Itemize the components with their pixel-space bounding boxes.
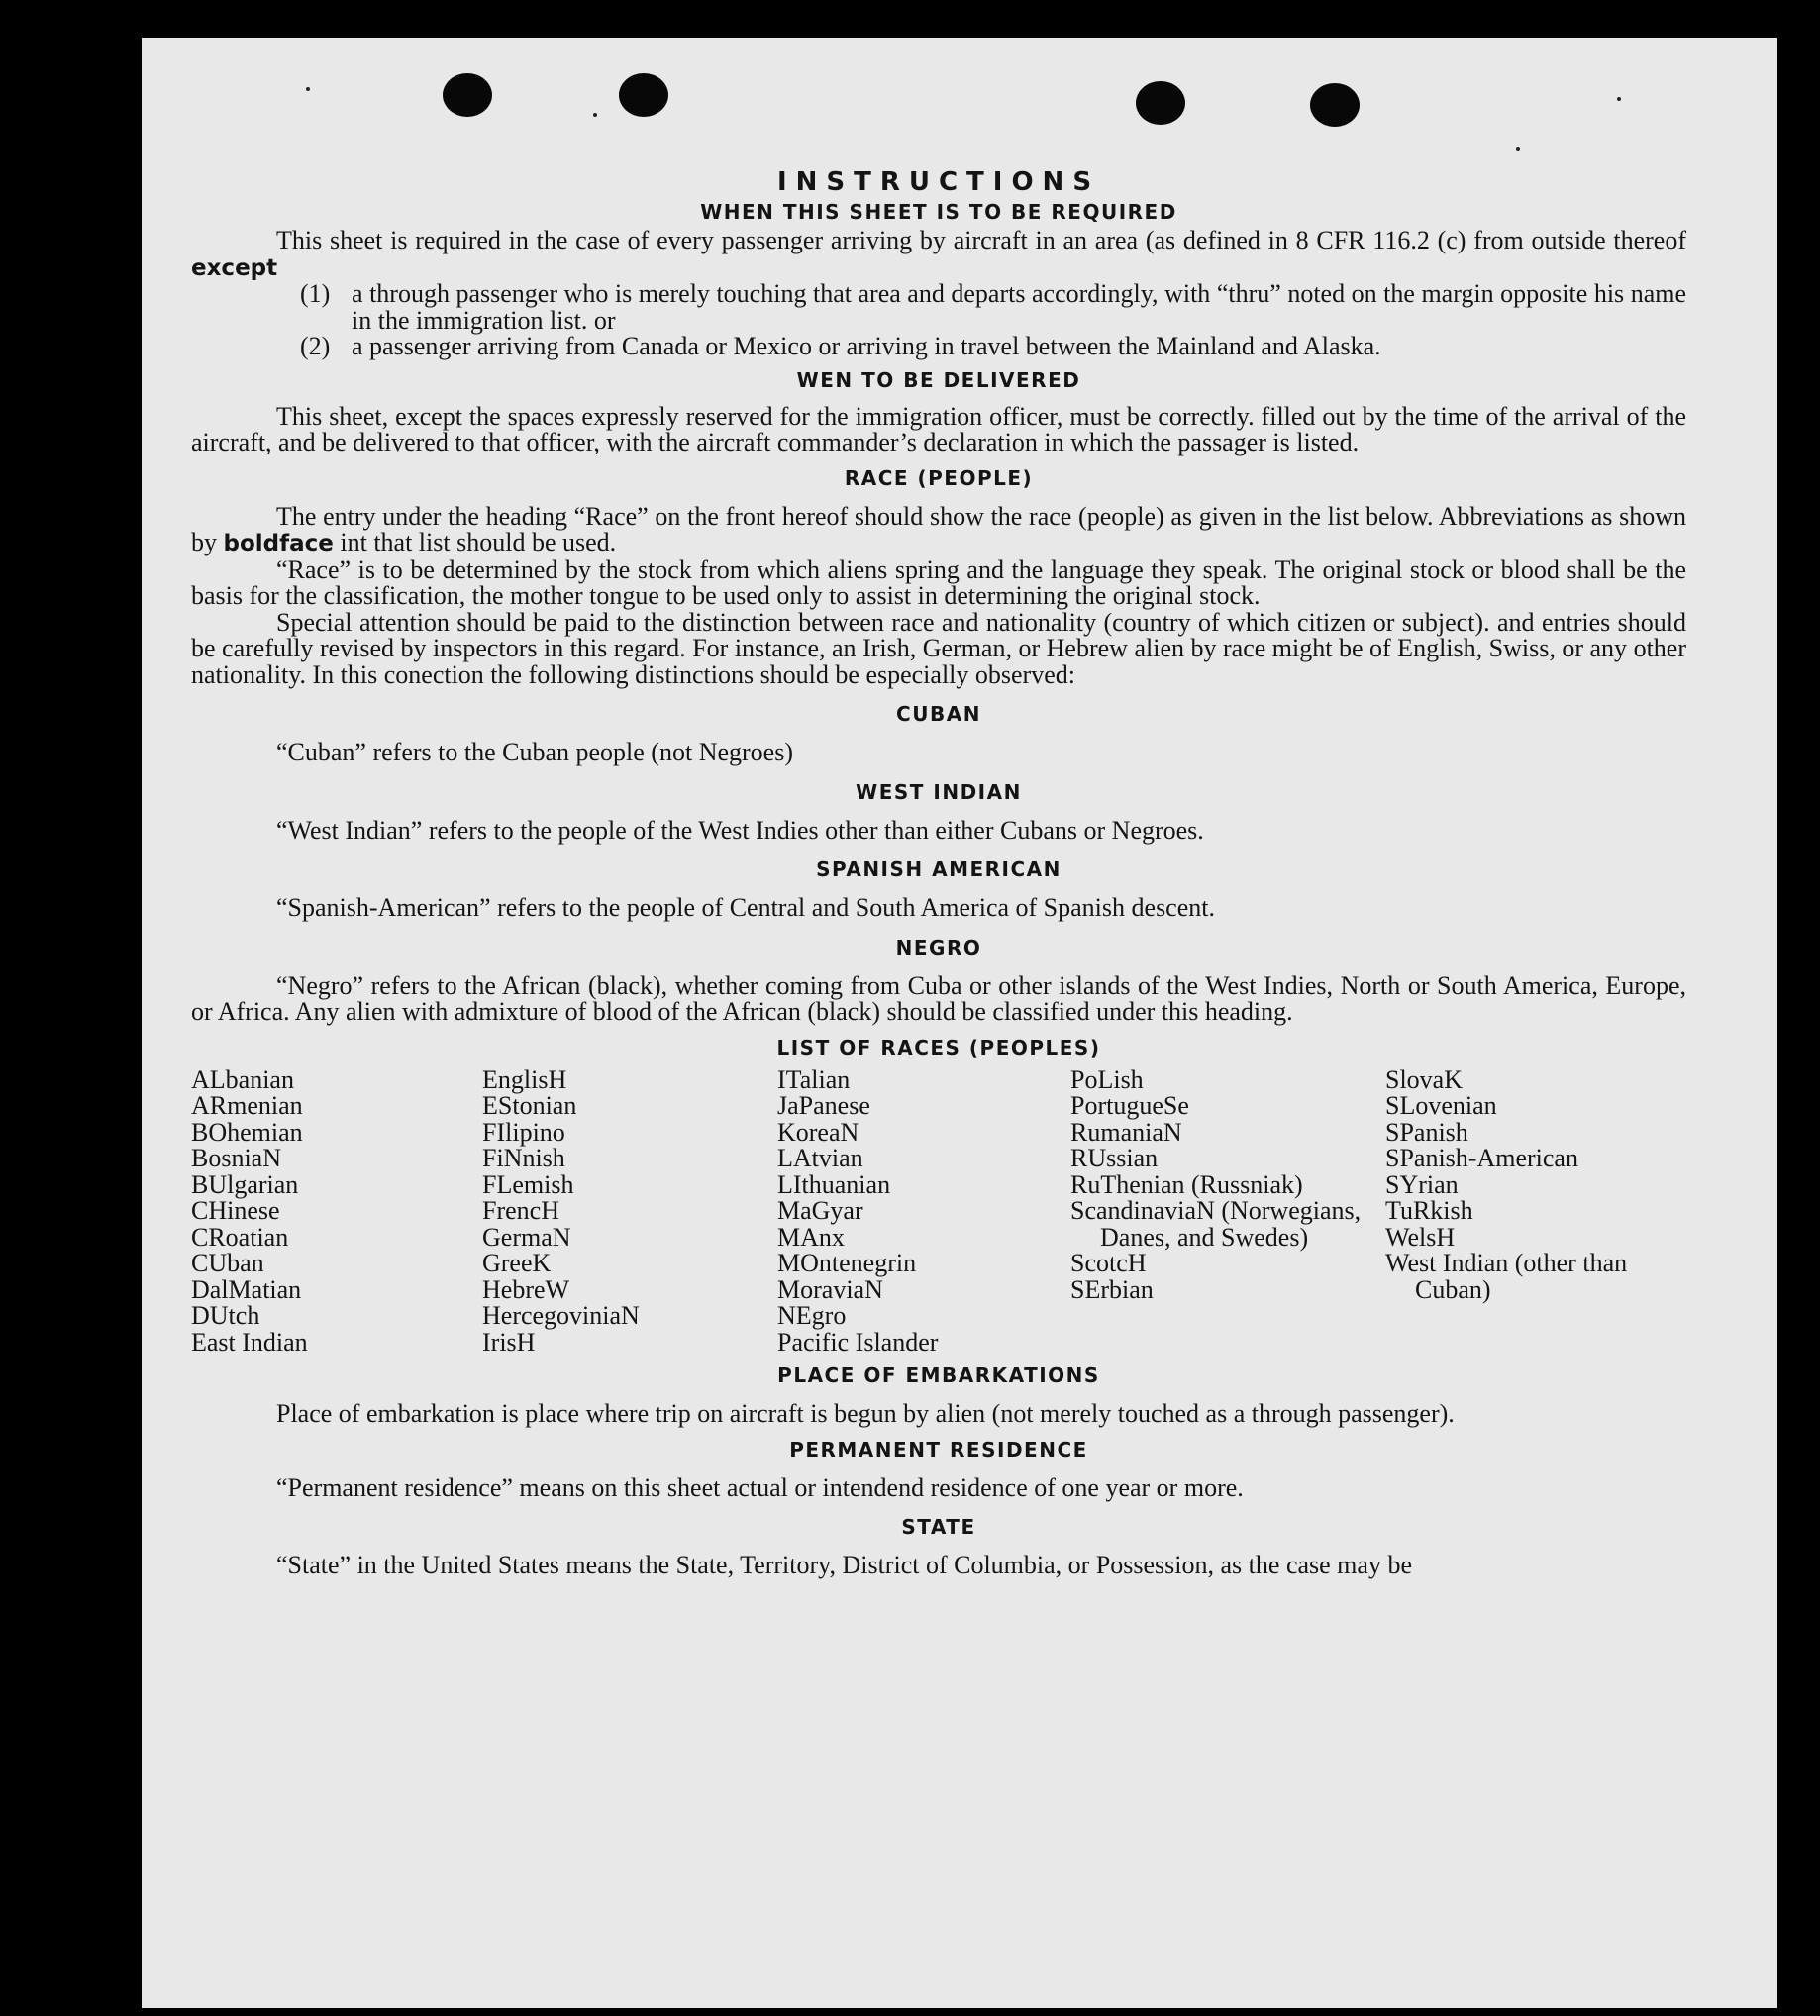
race-paragraph-2: “Race” is to be determined by the stock from which aliens spring and the language they speak. The original stock or blood shall be the basis for the classification, the mother tongue to be used only to assist in determining the original stock. — [191, 554, 1686, 610]
race-entry: EStonian — [482, 1091, 577, 1120]
race-entry: ITalian — [777, 1064, 851, 1094]
race-entry: SPanish-American — [1385, 1144, 1578, 1172]
race-entry: IrisH — [482, 1327, 536, 1357]
document-page — [142, 38, 1777, 2008]
race-entry: PortugueSe — [1070, 1091, 1189, 1120]
race-entry: KoreaN — [777, 1117, 859, 1147]
races-column — [1385, 1064, 1643, 1357]
race-entry: SLovenian — [1385, 1091, 1497, 1120]
race-entry: WelsH — [1385, 1222, 1456, 1252]
race-entry: DalMatian — [191, 1274, 302, 1304]
race-paragraph-1: The entry under the heading “Race” on the front hereof should show the race (people) as given in the list below. Abbreviations as shown by boldface int that list should be used. — [191, 501, 1686, 556]
race-entry: FLemish — [482, 1169, 574, 1199]
race-entry: FiNnish — [482, 1144, 565, 1172]
race-entry: ALbanian — [191, 1064, 294, 1094]
boldface-word: boldface — [223, 531, 334, 556]
race-entry: SYrian — [1385, 1169, 1459, 1199]
heading-when-required: WHEN THIS SHEET IS TO BE REQUIRED — [700, 200, 1177, 224]
race-paragraph-3: Special attention should be paid to the distinction between race and nationality (country of which citizen or subject). and entries should be carefully revised by inspectors in this regard. For instance, an Irish, German, or Hebrew alien by race might be of English, Swiss, or any other nationality. In this conection the following distinctions should be especially observed: — [191, 607, 1686, 689]
race-entry: HebreW — [482, 1274, 570, 1304]
page-title: INSTRUCTIONS — [776, 167, 1101, 197]
punch-hole — [1310, 83, 1360, 127]
heading-list-of-races: LIST OF RACES (PEOPLES) — [776, 1035, 1101, 1059]
race-entry: NEgro — [777, 1301, 847, 1330]
race-entry: East Indian — [191, 1327, 308, 1357]
speck — [306, 87, 310, 91]
race-entry: BOhemian — [191, 1117, 303, 1147]
speck — [1617, 97, 1621, 101]
race-entry: FrencH — [482, 1196, 559, 1225]
heading-spanish-american: SPANISH AMERICAN — [816, 857, 1062, 881]
races-list — [191, 1064, 1686, 1357]
races-column — [777, 1064, 1070, 1357]
race-entry: MOntenegrin — [777, 1249, 917, 1277]
race-entry: Pacific Islander — [777, 1327, 939, 1357]
negro-definition: “Negro” refers to the African (black), whether coming from Cuba or other islands of the West Indies, North or South America, Europe, or Africa. Any alien with admixture of blood of the African (black) should be classified under this heading. — [191, 970, 1686, 1026]
heading-embarkation: PLACE OF EMBARKATIONS — [777, 1363, 1100, 1387]
race-entry: PoLish — [1070, 1064, 1144, 1094]
races-column — [191, 1064, 482, 1357]
state-text: “State” in the United States means the State, Territory, District of Columbia, or Possession, as the case may be — [276, 1551, 1412, 1579]
exception-item: (1) a through passenger who is merely touching that area and departs accordingly, with “thru” noted on the margin opposite his name in the immigration list. or — [300, 279, 1686, 335]
west-indian-definition: “West Indian” refers to the people of the West Indies other than either Cubans or Negroes. — [276, 815, 1204, 845]
race-entry: ARmenian — [191, 1091, 303, 1120]
race-entry: MaGyar — [777, 1196, 863, 1225]
race-entry: FIlipino — [482, 1117, 565, 1147]
residence-text: “Permanent residence” means on this sheet actual or intendend residence of one year or more. — [276, 1472, 1244, 1502]
race-entry: CRoatian — [191, 1222, 289, 1252]
race-entry: EnglisH — [482, 1064, 567, 1094]
cuban-definition: “Cuban” refers to the Cuban people (not Negroes) — [276, 738, 793, 766]
race-entry: MoraviaN — [777, 1274, 883, 1304]
race-entry: ScandinaviaN (Norwegians, Danes, and Swedes) — [1070, 1196, 1362, 1252]
race-entry: BosniaN — [191, 1144, 281, 1172]
race-entry: BUlgarian — [191, 1169, 299, 1199]
embarkation-text: Place of embarkation is place where trip on aircraft is begun by alien (not merely touched as a through passenger). — [276, 1399, 1455, 1428]
race-entry: SlovaK — [1385, 1064, 1463, 1094]
race-entry: GreeK — [482, 1249, 552, 1277]
punch-hole — [619, 73, 668, 117]
race-entry: JaPanese — [777, 1091, 870, 1120]
except-word: except — [191, 254, 278, 281]
race-entry: ScotcH — [1070, 1249, 1147, 1277]
heading-race: RACE (PEOPLE) — [844, 465, 1034, 490]
when-delivered-text: This sheet, except the spaces expressly reserved for the immigration officer, must be correctly. filled out by the time of the arrival of the aircraft, and be delivered to that officer, with the aircraft commander’s declaration in which the passager is listed. — [191, 401, 1686, 456]
heading-when-delivered: WEN TO BE DELIVERED — [796, 367, 1081, 392]
speck — [593, 113, 597, 117]
spanish-american-definition: “Spanish-American” refers to the people of Central and South America of Spanish descent. — [276, 893, 1215, 922]
race-entry: MAnx — [777, 1222, 845, 1252]
race-entry: LAtvian — [777, 1144, 863, 1172]
exception-item: (2) a passenger arriving from Canada or Mexico or arriving in travel between the Mainland and Alaska. — [300, 332, 1381, 360]
heading-state: STATE — [901, 1515, 976, 1539]
race-entry: TuRkish — [1385, 1196, 1473, 1225]
race-entry: West Indian (other than Cuban) — [1385, 1249, 1628, 1304]
race-entry: RUssian — [1070, 1144, 1159, 1172]
race-entry: SPanish — [1385, 1117, 1468, 1147]
punch-hole — [443, 73, 492, 117]
race-entry: HercegoviniaN — [482, 1301, 640, 1330]
race-entry: RumaniaN — [1070, 1117, 1182, 1147]
race-entry: LIthuanian — [777, 1169, 891, 1199]
races-column — [482, 1064, 777, 1357]
race-entry: CHinese — [191, 1196, 280, 1225]
race-entry: CUban — [191, 1249, 264, 1277]
heading-negro: NEGRO — [895, 935, 982, 959]
heading-permanent-residence: PERMANENT RESIDENCE — [789, 1437, 1088, 1462]
heading-west-indian: WEST INDIAN — [856, 779, 1022, 804]
speck — [1516, 147, 1520, 151]
when-required-text: This sheet is required in the case of every passenger arriving by aircraft in an area (as defined in 8 CFR 116.2 (c) from outside thereof except — [191, 226, 1686, 281]
instructions-body — [191, 167, 1686, 1579]
race-entry: RuThenian (Russniak) — [1070, 1169, 1303, 1199]
races-column — [1070, 1064, 1385, 1357]
race-entry: GermaN — [482, 1222, 571, 1252]
punch-hole — [1136, 81, 1185, 125]
race-entry: SErbian — [1070, 1274, 1154, 1304]
race-entry: DUtch — [191, 1301, 260, 1330]
heading-cuban: CUBAN — [896, 702, 981, 726]
